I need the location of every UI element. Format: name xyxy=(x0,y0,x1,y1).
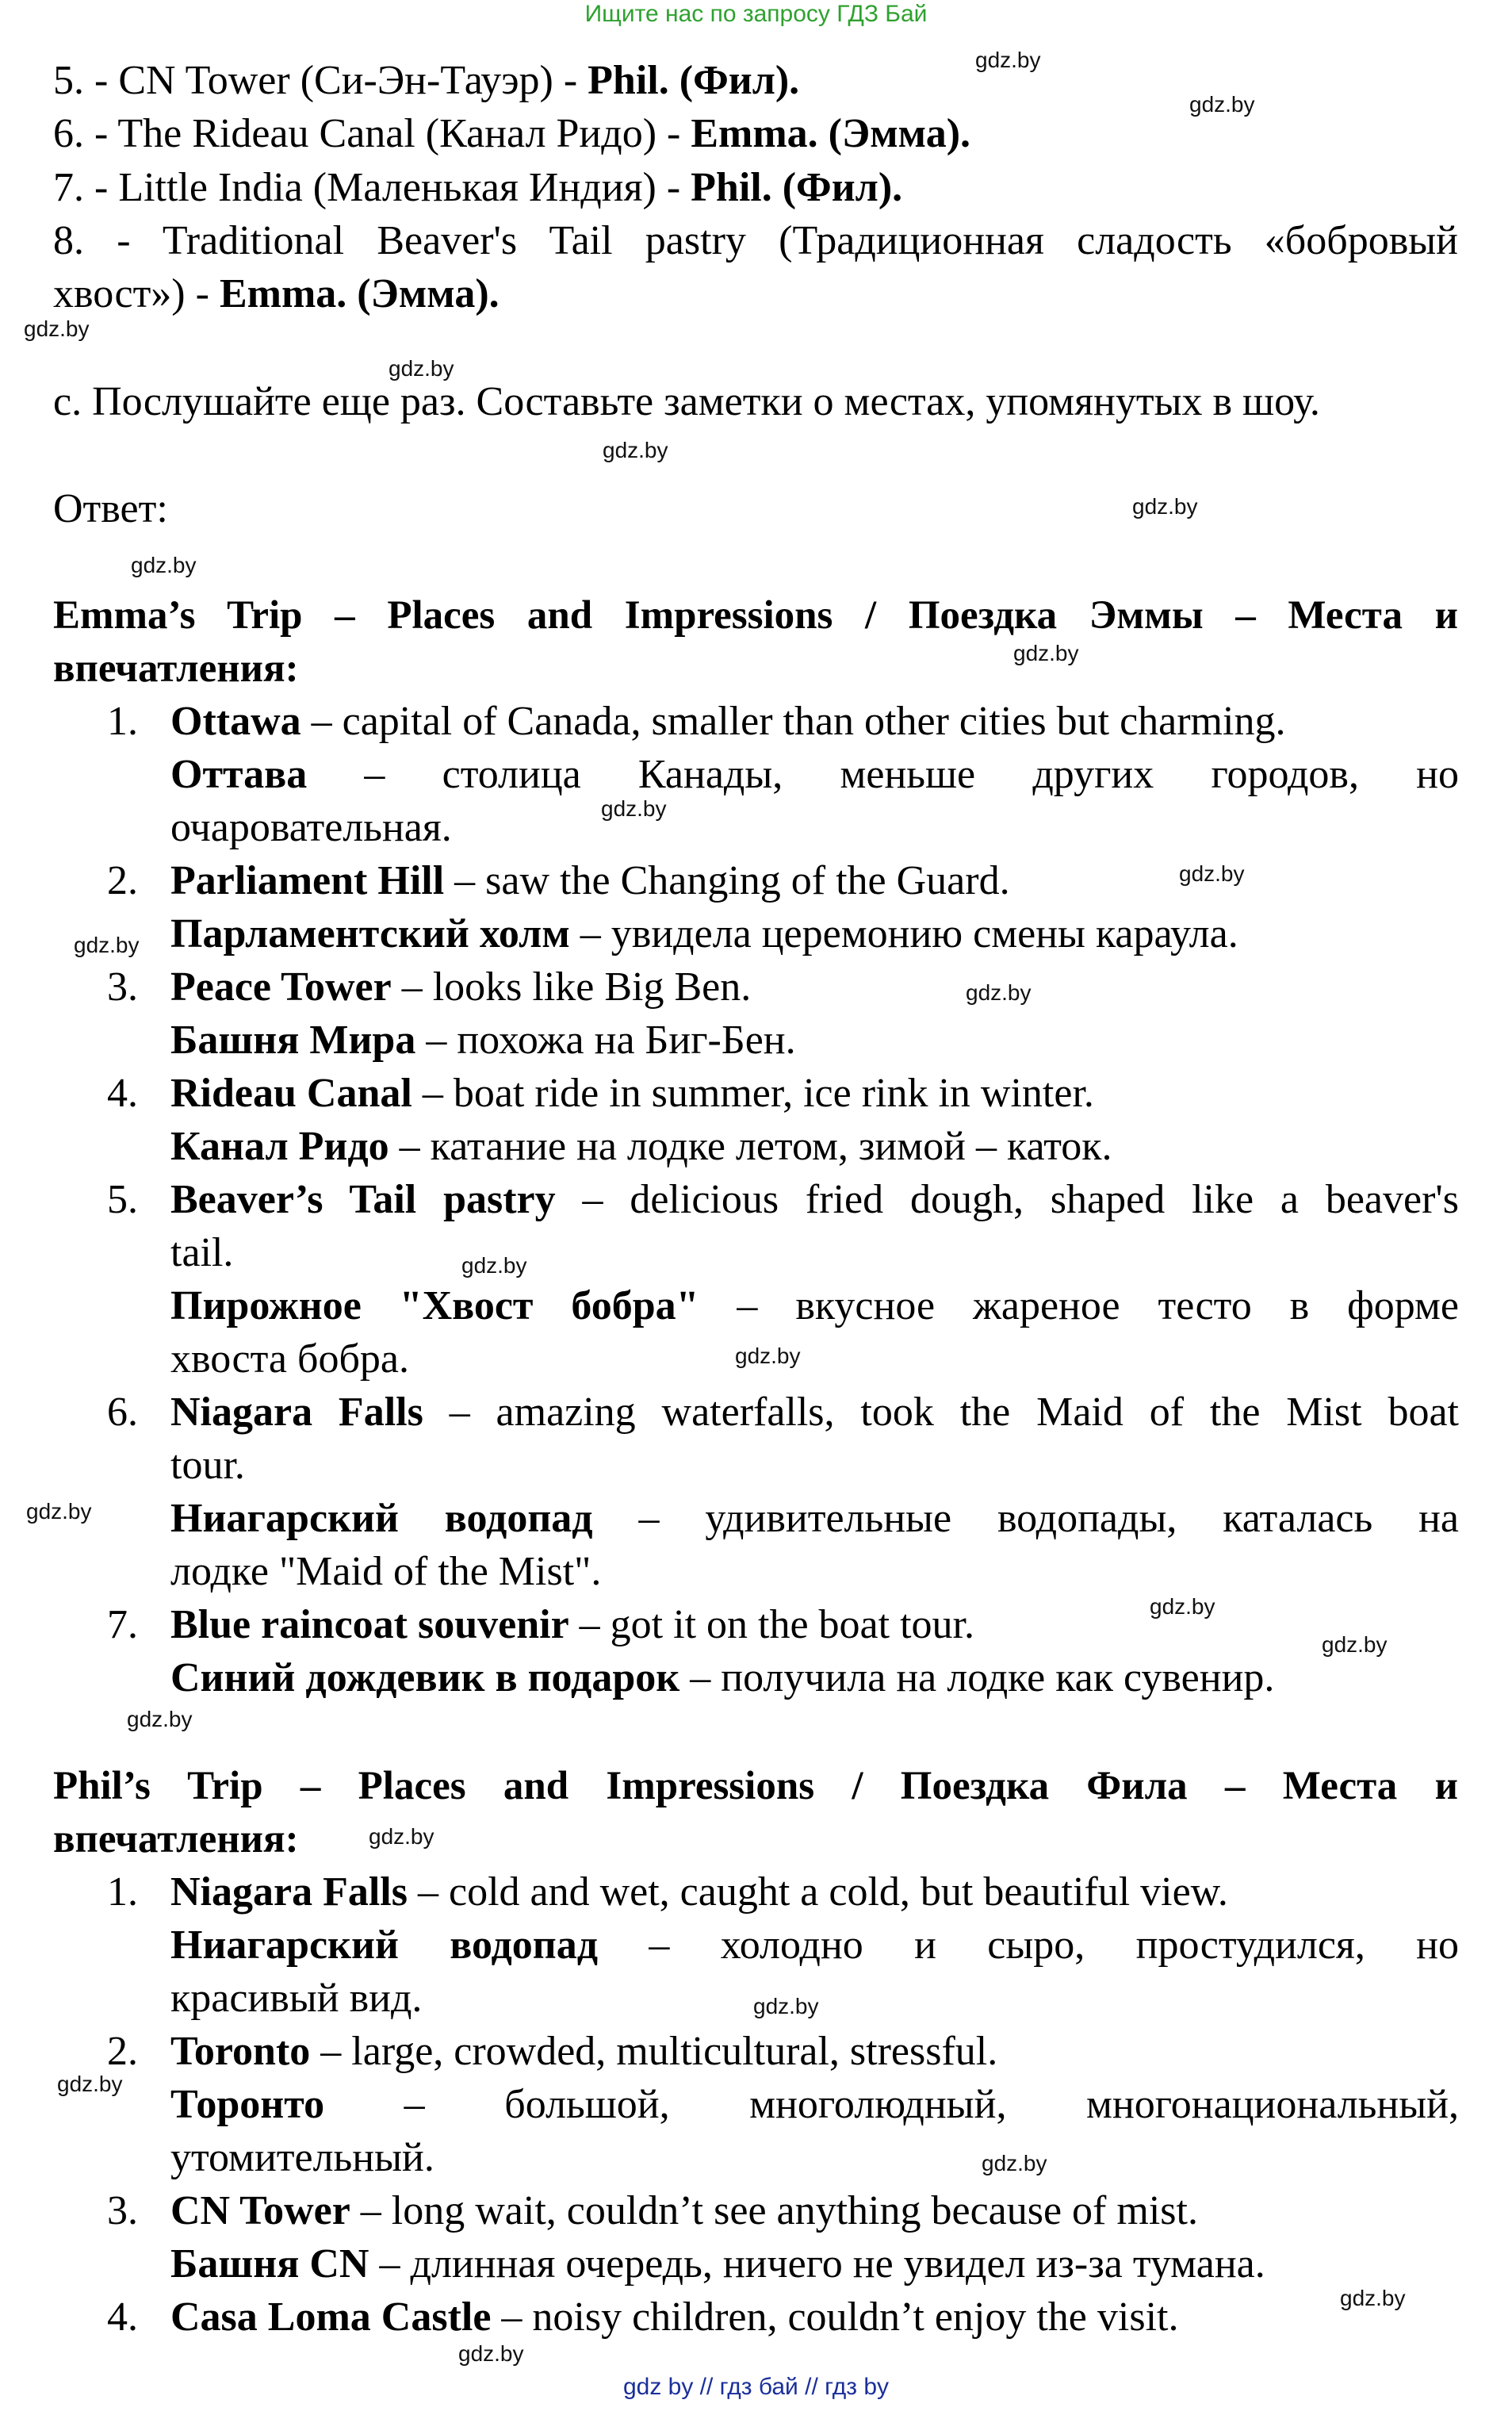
item-ru: Ниагарский водопад – холодно и сыро, простудился, но xyxy=(170,1922,1459,1968)
watermark: gdz.by xyxy=(603,438,668,462)
item-number: 3. xyxy=(107,2188,138,2233)
watermark: gdz.by xyxy=(1179,861,1245,886)
watermark: gdz.by xyxy=(735,1344,801,1368)
item-en-cont: tour. xyxy=(170,1443,245,1488)
watermark: gdz.by xyxy=(1189,92,1255,117)
list-item: 6. - The Rideau Canal (Канал Ридо) - Emma. (Эмма). xyxy=(53,111,971,156)
watermark: gdz.by xyxy=(966,980,1032,1005)
item-ru: Башня CN – длинная очередь, ничего не увидел из-за тумана. xyxy=(170,2241,1265,2287)
item-en: Niagara Falls – cold and wet, caught a cold, but beautiful view. xyxy=(170,1869,1228,1915)
list-item: 5. - CN Tower (Си-Эн-Тауэр) - Phil. (Фил). xyxy=(53,58,800,103)
item-en: Rideau Canal – boat ride in summer, ice rink in winter. xyxy=(170,1071,1094,1116)
watermark: gdz.by xyxy=(127,1707,193,1731)
emma-heading: Emma’s Trip – Places and Impressions / Поездка Эммы – Места и xyxy=(53,593,1458,638)
item-ru: Оттава – столица Канады, меньше других городов, но xyxy=(170,752,1459,797)
item-ru: Парламентский холм – увидела церемонию смены караула. xyxy=(170,911,1238,956)
phil-heading-cont: впечатления: xyxy=(53,1817,299,1861)
answer-label: Ответ: xyxy=(53,486,168,531)
watermark: gdz.by xyxy=(753,1994,819,2018)
item-number: 1. xyxy=(107,1869,138,1915)
watermark: gdz.by xyxy=(389,356,454,381)
watermark: gdz.by xyxy=(369,1824,434,1849)
watermark: gdz.by xyxy=(57,2072,123,2096)
item-ru-cont: красивый вид. xyxy=(170,1976,423,2021)
item-en: Ottawa – capital of Canada, smaller than other cities but charming. xyxy=(170,699,1286,744)
item-en: Beaver’s Tail pastry – delicious fried dough, shaped like a beaver's xyxy=(170,1177,1459,1222)
item-ru: Канал Ридо – катание на лодке летом, зимой – каток. xyxy=(170,1124,1112,1169)
item-number: 4. xyxy=(107,2294,138,2340)
item-number: 4. xyxy=(107,1071,138,1116)
watermark: gdz.by xyxy=(1132,494,1198,519)
task-c: с. Послушайте еще раз. Составьте заметки о местах, упомянутых в шоу. xyxy=(53,379,1320,424)
list-item-continuation: хвост») - Emma. (Эмма). xyxy=(53,271,500,316)
item-ru-cont: очаровательная. xyxy=(170,805,452,850)
item-en: Casa Loma Castle – noisy children, couldn’t enjoy the visit. xyxy=(170,2294,1179,2340)
item-en: Toronto – large, crowded, multicultural, stressful. xyxy=(170,2029,998,2074)
item-number: 7. xyxy=(107,1602,138,1647)
watermark: gdz.by xyxy=(1340,2286,1406,2310)
watermark: gdz.by xyxy=(975,48,1041,72)
top-banner[interactable]: Ищите нас по запросу ГДЗ Бай xyxy=(584,1,928,27)
item-number: 3. xyxy=(107,964,138,1010)
list-item: 7. - Little India (Маленькая Индия) - Phil. (Фил). xyxy=(53,165,903,210)
watermark: gdz.by xyxy=(1013,641,1079,665)
item-en: Parliament Hill – saw the Changing of the Guard. xyxy=(170,858,1010,903)
item-en: Blue raincoat souvenir – got it on the boat tour. xyxy=(170,1602,974,1647)
watermark: gdz.by xyxy=(74,933,140,957)
item-number: 6. xyxy=(107,1390,138,1435)
watermark: gdz.by xyxy=(131,553,197,577)
item-en: Peace Tower – looks like Big Ben. xyxy=(170,964,752,1010)
item-ru-cont: хвоста бобра. xyxy=(170,1336,410,1382)
watermark: gdz.by xyxy=(1322,1632,1388,1657)
watermark: gdz.by xyxy=(601,796,667,821)
emma-heading-cont: впечатления: xyxy=(53,646,299,691)
item-en: Niagara Falls – amazing waterfalls, took the Maid of the Mist boat xyxy=(170,1390,1459,1435)
item-en-cont: tail. xyxy=(170,1230,234,1275)
item-ru: Торонто – большой, многолюдный, многонациональный, xyxy=(170,2082,1459,2127)
watermark: gdz.by xyxy=(1150,1594,1215,1619)
watermark: gdz.by xyxy=(24,316,90,341)
item-ru: Башня Мира – похожа на Биг-Бен. xyxy=(170,1018,796,1063)
item-ru-cont: утомительный. xyxy=(170,2135,434,2180)
item-number: 1. xyxy=(107,699,138,744)
item-ru-cont: лодке "Maid of the Mist". xyxy=(170,1549,602,1594)
list-item: 8. - Traditional Beaver's Tail pastry (Традиционная сладость «бобровый xyxy=(53,218,1459,263)
watermark: gdz.by xyxy=(461,1253,527,1278)
item-ru: Синий дождевик в подарок – получила на лодке как сувенир. xyxy=(170,1655,1275,1700)
item-number: 2. xyxy=(107,2029,138,2074)
watermark: gdz.by xyxy=(26,1499,92,1524)
item-ru: Ниагарский водопад – удивительные водопады, каталась на xyxy=(170,1496,1459,1541)
item-ru: Пирожное "Хвост бобра" – вкусное жареное тесто в форме xyxy=(170,1283,1460,1328)
watermark: gdz.by xyxy=(458,2341,524,2366)
phil-heading: Phil’s Trip – Places and Impressions / Поездка Фила – Места и xyxy=(53,1764,1458,1808)
item-en: CN Tower – long wait, couldn’t see anything because of mist. xyxy=(170,2188,1198,2233)
footer-banner[interactable]: gdz by // гдз бай // гдз by xyxy=(622,2374,890,2400)
item-number: 5. xyxy=(107,1177,138,1222)
watermark: gdz.by xyxy=(982,2151,1047,2175)
item-number: 2. xyxy=(107,858,138,903)
